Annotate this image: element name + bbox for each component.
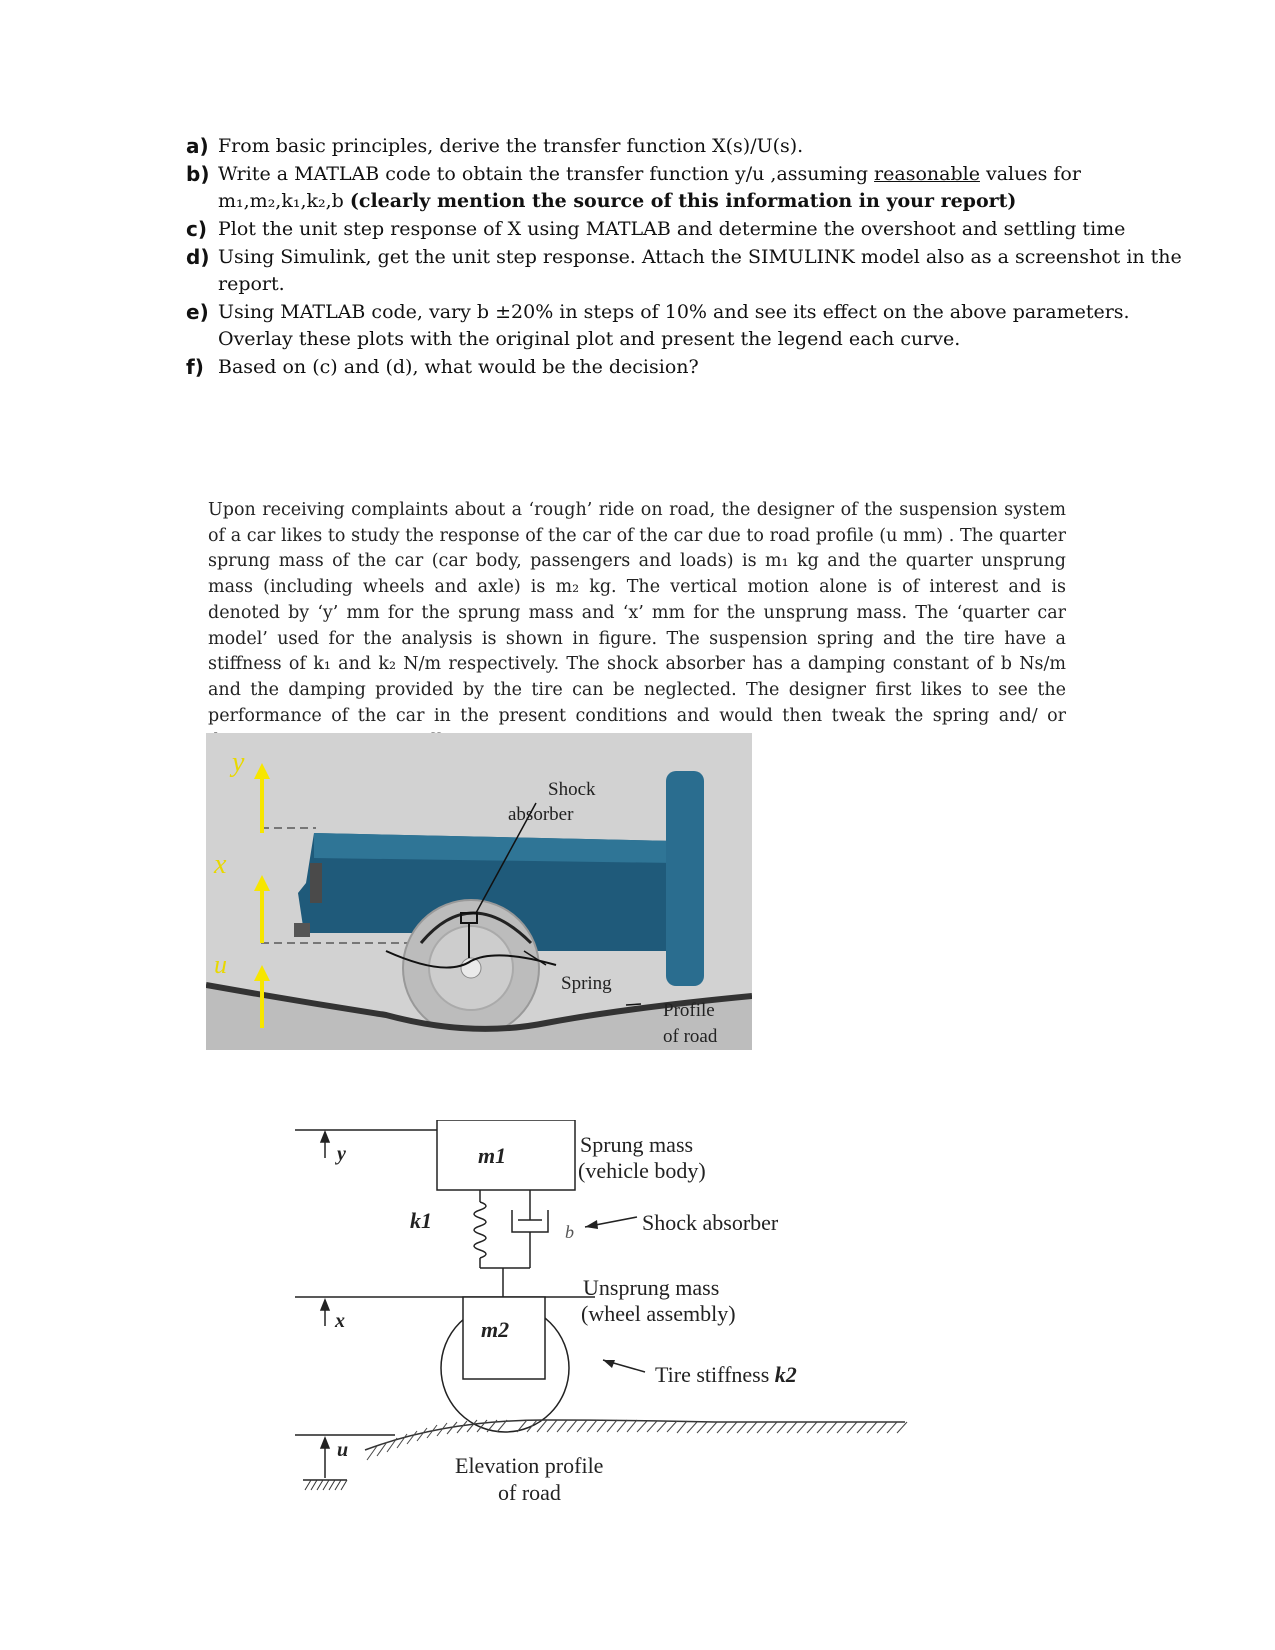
- underlined-word: reasonable: [874, 163, 980, 185]
- bold-note: (clearly mention the source of this information in your report): [349, 190, 1017, 212]
- photo-profile-label-2: of road: [663, 1026, 718, 1047]
- shock-absorber-label: Shock absorber: [642, 1210, 779, 1235]
- car-photo-figure: [206, 733, 752, 1050]
- photo-u-label: u: [214, 950, 227, 979]
- photo-x-label: x: [214, 849, 227, 880]
- question-label: e): [186, 300, 209, 324]
- model-x-label: x: [335, 1310, 345, 1332]
- question-text: Based on (c) and (d), what would be the decision?: [218, 356, 699, 378]
- model-m2-label: m2: [481, 1317, 510, 1342]
- question-label: b): [186, 162, 210, 186]
- question-label: f): [186, 355, 204, 379]
- sprung-mass-label-2: (vehicle body): [578, 1158, 706, 1183]
- quarter-car-model-diagram: [285, 1120, 945, 1520]
- question-text: values for: [979, 163, 1081, 185]
- question-label: a): [186, 134, 209, 158]
- photo-y-label: y: [232, 747, 245, 778]
- question-label: d): [186, 245, 210, 269]
- photo-spring-label: Spring: [561, 973, 612, 994]
- photo-profile-label: Profile: [663, 1000, 715, 1021]
- question-text: Using Simulink, get the unit step response. Attach the SIMULINK model also as a screenshot in the: [218, 246, 1182, 268]
- question-text: Using MATLAB code, vary b ±20% in steps of 10% and see its effect on the above parameters.: [218, 301, 1130, 323]
- photo-shock-label-2: absorber: [508, 804, 574, 825]
- question-label: c): [186, 217, 207, 241]
- tire-stiffness-label: Tire stiffness k2: [655, 1362, 797, 1387]
- model-b-label: b: [565, 1222, 574, 1242]
- question-text: m₁,m₂,k₁,k₂,b: [218, 190, 350, 212]
- question-text: Write a MATLAB code to obtain the transfer function y/u ,assuming: [218, 163, 875, 185]
- question-text: Overlay these plots with the original plot and present the legend each curve.: [218, 328, 961, 350]
- unsprung-mass-label-2: (wheel assembly): [581, 1301, 736, 1326]
- model-k1-label: k1: [410, 1208, 432, 1233]
- question-text: report.: [218, 273, 285, 295]
- elevation-profile-label-2: of road: [498, 1480, 561, 1505]
- sprung-mass-label: Sprung mass: [580, 1132, 694, 1157]
- model-u-label: u: [337, 1439, 349, 1461]
- question-text: From basic principles, derive the transfer function X(s)/U(s).: [218, 135, 804, 157]
- photo-shock-label: Shock: [548, 779, 596, 800]
- unsprung-mass-label: Unsprung mass: [583, 1275, 720, 1300]
- question-text: Plot the unit step response of X using MATLAB and determine the overshoot and settling time: [218, 218, 1126, 240]
- model-y-label: y: [337, 1143, 346, 1165]
- model-m1-label: m1: [478, 1143, 507, 1168]
- problem-statement: Upon receiving complaints about a ‘rough’ ride on road, the designer of the suspension system of a car likes to study the response of the car of the car due to road profile (u mm) . The quarter sprung mass of the car (car body, passengers and loads) is m₁ kg and the quarter unsprung mass (including wheels and axle) is m₂ kg. The vertical motion alone is of interest and is denoted by ‘y’ mm for the sprung mass and ‘x’ mm for the unsprung mass. The ‘quarter car model’ used for the analysis is shown in figure. The suspension spring and the tire have a stiffness of k₁ and k₂ N/m respectively. The shock absorber has a damping constant of b Ns/m and the damping provided by the tire can be neglected. The designer first likes to see the performance of the car in the present conditions and would then tweak the spring and/ or: [208, 500, 1066, 726]
- elevation-profile-label: Elevation profile: [455, 1453, 604, 1478]
